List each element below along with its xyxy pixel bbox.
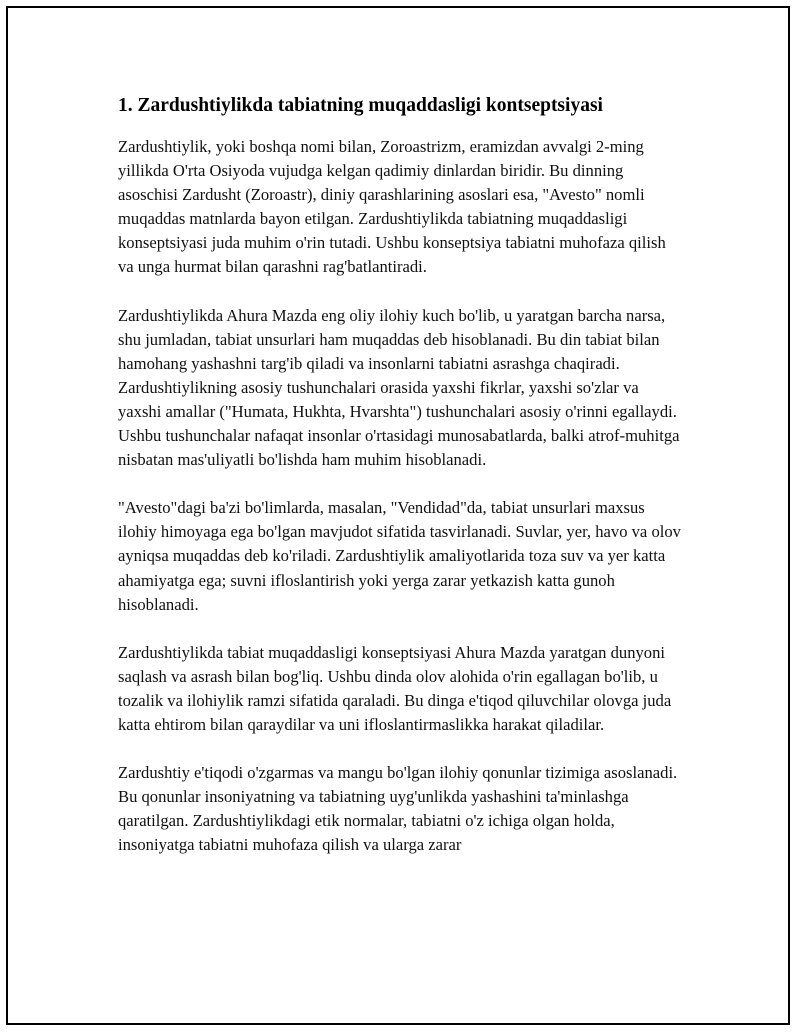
document-body <box>118 92 683 881</box>
section-heading: 1. Zardushtiylikda tabiatning muqaddasligi kontseptsiyasi <box>118 95 603 116</box>
paragraph-1: Zardushtiylik, yoki boshqa nomi bilan, Zoroastrizm, eramizdan avvalgi 2-ming yillikda O'rta Osiyoda vujudga kelgan qadimiy dinlardan biridir. Bu dinning asoschisi Zardusht (Zoroastr), diniy qarashlarining asoslari esa, "Avesto" nomli muqaddas matnlarda bayon etilgan. Zardushtiylikda tabiatning muqaddasligi konseptsiyasi juda muhim o'rin tutadi. Ushbu konseptsiya tabiatni muhofaza qilish va unga hurmat bilan qarashni rag'batlantiradi. <box>118 137 666 277</box>
paragraph-4: Zardushtiylikda tabiat muqaddasligi konseptsiyasi Ahura Mazda yaratgan dunyoni saqlash va asrash bilan bog'liq. Ushbu dinda olov alohida o'rin egallagan bo'lib, u tozalik va ilohiylik ramzi sifatida qaraladi. Bu dinga e'tiqod qiluvchilar olovga juda katta ehtirom bilan qaraydilar va uni ifloslantirmaslikka harakat qiladilar. <box>118 642 672 734</box>
paragraph-5: Zardushtiy e'tiqodi o'zgarmas va mangu bo'lgan ilohiy qonunlar tizimiga asoslanadi. Bu qonunlar insoniyatning va tabiatning uyg'unlikda yashashini ta'minlashga qaratilgan. Zardushtiylikdagi etik normalar, tabiatni o'z ichiga olgan holda, insoniyatga tabiatni muhofaza qilish va ularga zarar <box>118 763 678 855</box>
paragraph-2: Zardushtiylikda Ahura Mazda eng oliy ilohiy kuch bo'lib, u yaratgan barcha narsa, shu jumladan, tabiat unsurlari ham muqaddas deb hisoblanadi. Bu din tabiat bilan hamohang yashashni targ'ib qiladi va insonlarni tabiatni asrashga chaqiradi. Zardushtiylikning asosiy tushunchalari orasida yaxshi fikrlar, yaxshi so'zlar va yaxshi amallar ("Humata, Hukhta, Hvarshta") tushunchalari asosiy o'rinni egallaydi. Ushbu tushunchalar nafaqat insonlar o'rtasidagi munosabatlarda, balki atrof-muhitga nisbatan mas'uliyatli bo'lishda ham muhim hisoblanadi. <box>118 305 680 470</box>
paragraph-3: "Avesto"dagi ba'zi bo'limlarda, masalan, "Vendidad"da, tabiat unsurlari maxsus ilohiy himoyaga ega bo'lgan mavjudot sifatida tasvirlanadi. Suvlar, yer, havo va olov ayniqsa muqaddas deb ko'riladi. Zardushtiylik amaliyotlarida toza suv va yer katta ahamiyatga ega; suvni ifloslantirish yoki yerga zarar yetkazish katta gunoh hisoblanadi. <box>118 498 681 614</box>
